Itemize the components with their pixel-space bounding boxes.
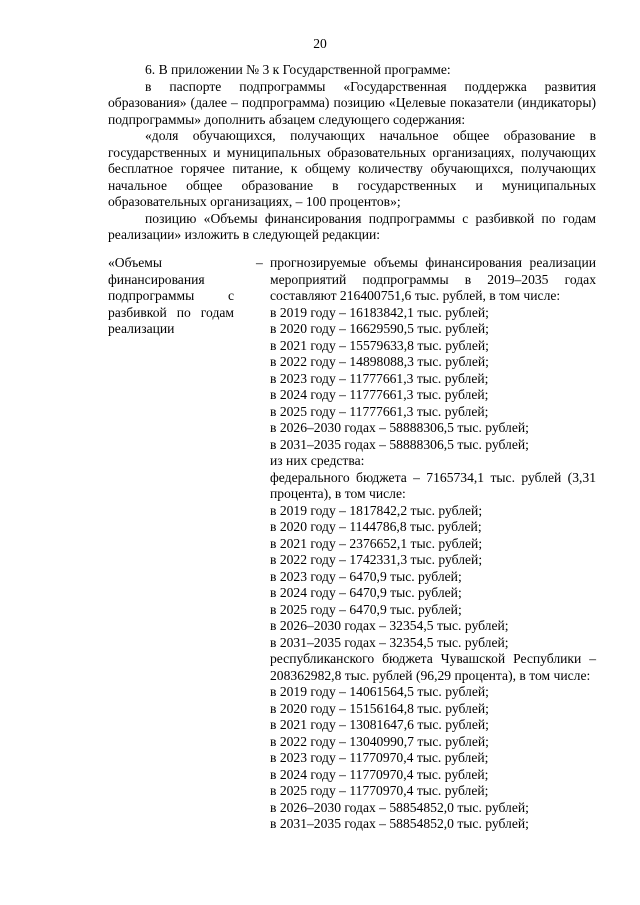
funding-line: в 2023 году – 11777661,3 тыс. рублей; [270, 370, 489, 386]
funding-line: в 2021 году – 2376652,1 тыс. рублей; [270, 535, 483, 551]
intro-paragraph-3: «доля обучающихся, получающих начальное общее образование в государственных и муниципальных образовательных организациях, получающих бесплатное горячее питание, к общему количеству обучающихся, получающих начальное общее образование в государственных и муниципальных образовательных организациях, – 100 процентов»; [108, 128, 596, 209]
funding-line: из них средства: [270, 453, 365, 468]
funding-table [108, 255, 596, 831]
funding-line: в 2019 году – 14061564,5 тыс. рублей; [270, 684, 489, 699]
funding-line: в 2025 году – 11777661,3 тыс. рублей; [270, 403, 489, 419]
intro-paragraph-1: 6. В приложении № 3 к Государственной программе: [145, 62, 451, 77]
funding-line: в 2022 году – 14898088,3 тыс. рублей; [270, 354, 489, 369]
funding-line: в 2031–2035 годах – 58888306,5 тыс. рублей; [270, 436, 529, 452]
funding-line: в 2024 году – 11770970,4 тыс. рублей; [270, 766, 489, 782]
funding-line: в 2019 году – 1817842,2 тыс. рублей; [270, 502, 483, 518]
heading-dash: – [256, 255, 263, 270]
funding-line: в 2031–2035 годах – 32354,5 тыс. рублей; [270, 634, 509, 650]
funding-right-column [270, 255, 596, 833]
funding-line: прогнозируемые объемы финансирования реализации мероприятий подпрограммы в 2019–2035 годах составляют 216400751,6 тыс. рублей, в том числе: [270, 255, 596, 303]
funding-line: в 2026–2030 годах – 32354,5 тыс. рублей; [270, 618, 509, 633]
funding-left-column [108, 255, 263, 338]
funding-line: в 2026–2030 годах – 58888306,5 тыс. рублей; [270, 420, 529, 435]
funding-heading: «Объемы финансирования подпрограммы с разбивкой по годам реализации [108, 255, 234, 336]
funding-line: в 2022 году – 1742331,3 тыс. рублей; [270, 552, 483, 567]
intro-section [108, 62, 596, 244]
funding-line: в 2022 году – 13040990,7 тыс. рублей; [270, 733, 489, 749]
intro-paragraph-4: позицию «Объемы финансирования подпрограммы с разбивкой по годам реализации» изложить в следующей редакции: [108, 210, 596, 242]
funding-line: в 2019 году – 16183842,1 тыс. рублей; [270, 304, 489, 320]
funding-line: в 2021 году – 13081647,6 тыс. рублей; [270, 717, 489, 732]
intro-paragraph-2: в паспорте подпрограммы «Государственная поддержка развития образования» (далее – подпрограмма) позицию «Целевые показатели (индикаторы) подпрограммы» дополнить абзацем следующего содержания: [108, 78, 596, 127]
funding-line: в 2024 году – 6470,9 тыс. рублей; [270, 585, 462, 600]
funding-line: в 2025 году – 11770970,4 тыс. рублей; [270, 783, 489, 798]
funding-line: в 2020 году – 1144786,8 тыс. рублей; [270, 519, 482, 534]
funding-line: федерального бюджета – 7165734,1 тыс. рублей (3,31 процента), в том числе: [270, 469, 596, 501]
funding-line: в 2024 году – 11777661,3 тыс. рублей; [270, 387, 489, 402]
funding-line: в 2021 году – 15579633,8 тыс. рублей; [270, 337, 489, 353]
page-number: 20 [313, 36, 327, 51]
funding-line: в 2020 году – 15156164,8 тыс. рублей; [270, 700, 489, 716]
funding-line: в 2023 году – 11770970,4 тыс. рублей; [270, 750, 489, 765]
funding-line: в 2023 году – 6470,9 тыс. рублей; [270, 568, 462, 584]
funding-line: в 2031–2035 годах – 58854852,0 тыс. рублей; [270, 816, 529, 831]
funding-line: в 2020 году – 16629590,5 тыс. рублей; [270, 321, 489, 336]
funding-line: в 2025 году – 6470,9 тыс. рублей; [270, 601, 462, 617]
funding-line: в 2026–2030 годах – 58854852,0 тыс. рублей; [270, 799, 529, 815]
funding-line: республиканского бюджета Чувашской Республики – 208362982,8 тыс. рублей (96,29 процента), в том числе: [270, 651, 596, 683]
